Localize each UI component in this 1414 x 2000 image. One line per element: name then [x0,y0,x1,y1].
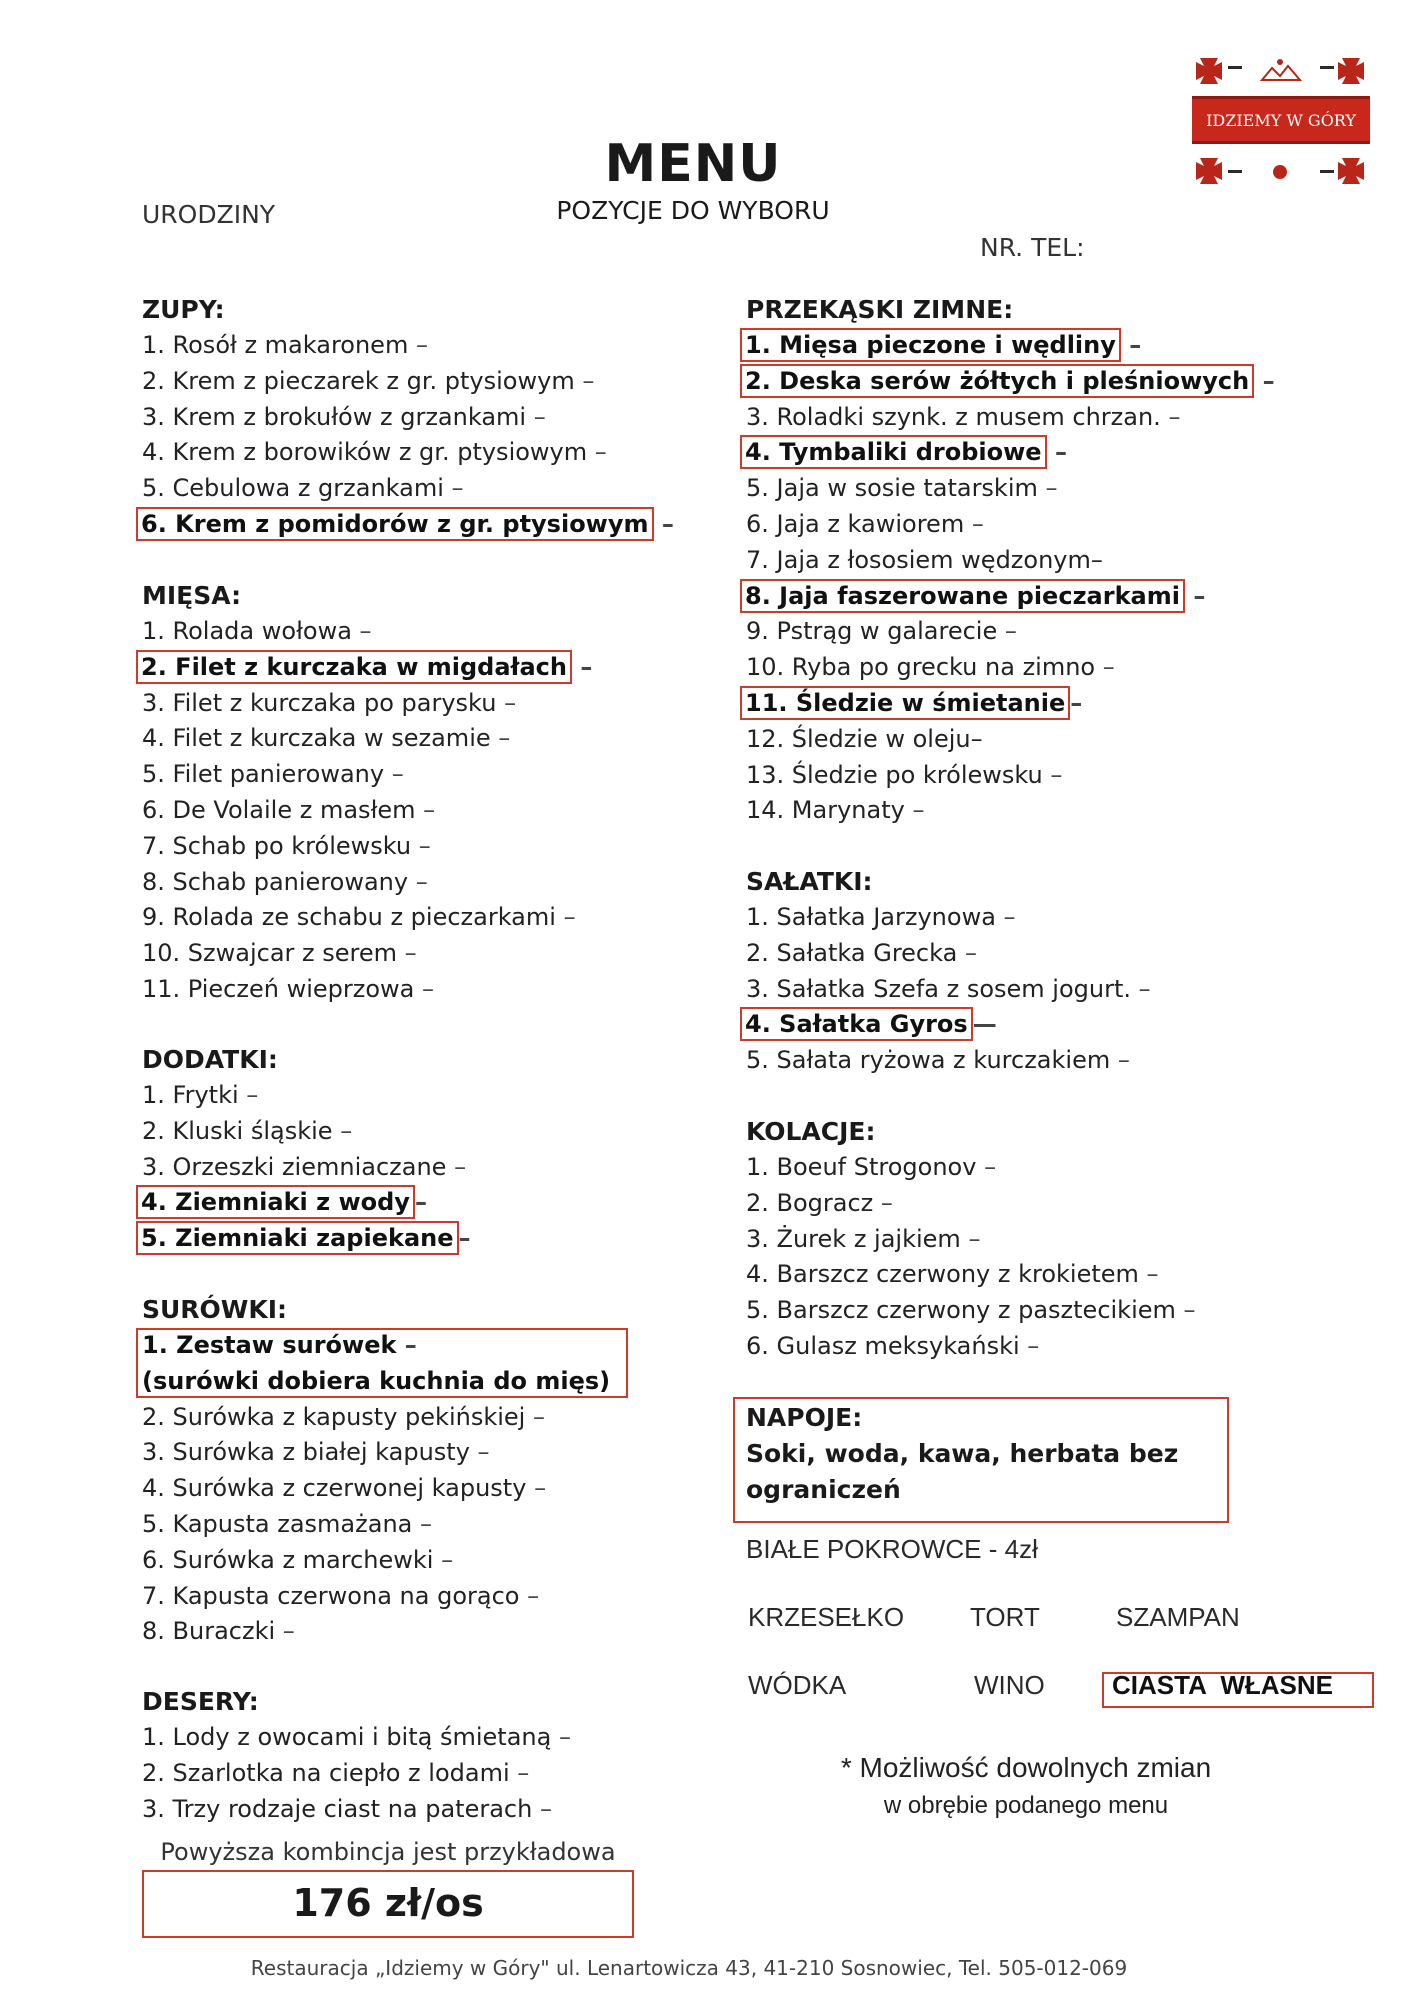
menu-item: 3. Sałatka Szefa z sosem jogurt. – [746,974,1151,1003]
menu-item: 1. Rolada wołowa – [142,617,372,645]
logo-text: IDZIEMY W GÓRY [1206,111,1356,130]
footer-address: Restauracja „Idziemy w Góry" ul. Lenartowicza 43, 41-210 Sosnowiec, Tel. 505-012-069 [250,1956,1128,1980]
selected-menu-item: 2. Filet z kurczaka w migdałach – [142,650,592,686]
selected-menu-item: 5. Ziemniaki zapiekane – [142,1221,471,1257]
napoje-description: Soki, woda, kawa, herbata bez ograniczeń [746,1439,1179,1504]
menu-item: 5. Jaja w sosie tatarskim – [746,474,1058,503]
menu-item: 1. Rosół z makaronem – [142,331,428,359]
section-napoje [746,1400,1216,1508]
menu-item: 14. Marynaty – [746,796,925,825]
section-title-dodatki: DODATKI: [142,1045,278,1074]
menu-item: 7. Kapusta czerwona na gorąco – [142,1581,540,1610]
example-note: Powyższa kombincja jest przykładowa [160,1838,616,1866]
menu-item: 6. Surówka z marchewki – [142,1545,454,1574]
menu-item: 1. Zestaw surówek – [142,1331,417,1359]
menu-item: 13. Śledzie po królewsku – [746,760,1063,789]
menu-item: 3. Trzy rodzaje ciast na paterach – [142,1794,552,1823]
selected-menu-item [142,1328,610,1400]
extra-tort: TORT [970,1602,1040,1632]
menu-item: 12. Śledzie w oleju– [746,724,983,753]
menu-item: 1. Boeuf Strogonov – [746,1153,997,1181]
menu-item: 4. Barszcz czerwony z krokietem – [746,1260,1159,1289]
selected-menu-item: 4. Sałatka Gyros — [746,1007,1151,1043]
section-title-desery: DESERY: [142,1687,259,1716]
page-subtitle: POZYCJE DO WYBORU [556,196,830,225]
menu-item: 10. Szwajcar z serem – [142,939,417,968]
extra-ciasta-wlasne: CIASTA WŁASNE [1112,1670,1333,1700]
menu-item: 5. Barszcz czerwony z pasztecikiem – [746,1296,1196,1325]
section-kolacje [746,1114,1196,1365]
menu-item: 9. Rolada ze schabu z pieczarkami – [142,903,576,932]
selected-menu-item: 6. Krem z pomidorów z gr. ptysiowym – [142,507,674,543]
menu-item: 2. Kluski śląskie – [142,1116,353,1145]
menu-item: 3. Orzeszki ziemniaczane – [142,1152,467,1181]
menu-item: 4. Krem z borowików z gr. ptysiowym – [142,438,607,467]
menu-item: 3. Surówka z białej kapusty – [142,1438,490,1467]
menu-item: 10. Ryba po grecku na zimno – [746,653,1115,682]
menu-item: 2. Krem z pieczarek z gr. ptysiowym – [142,366,595,395]
extra-wodka: WÓDKA [748,1670,847,1700]
menu-item: 5. Sałata ryżowa z kurczakiem – [746,1046,1130,1075]
section-surowki [142,1292,610,1650]
menu-item: 6. Jaja z kawiorem – [746,509,984,538]
menu-item: 5. Cebulowa z grzankami – [142,474,464,503]
menu-item: 8. Schab panierowany – [142,867,428,896]
menu-item: 7. Jaja z łososiem wędzonym– [746,545,1103,574]
page-title: MENU [604,134,782,194]
extra-krzeselko: KRZESEŁKO [748,1602,905,1632]
section-title-kolacje: KOLACJE: [746,1117,876,1146]
selected-menu-item: 1. Mięsa pieczone i wędliny – [746,328,1275,364]
section-zupy [142,292,674,543]
extra-wino: WINO [974,1670,1045,1700]
menu-item: 3. Roladki szynk. z musem chrzan. – [746,402,1181,431]
menu-item: 5. Kapusta zasmażana – [142,1509,433,1538]
section-dodatki [142,1042,471,1257]
menu-item: 2. Bogracz – [746,1188,893,1217]
menu-item: 4. Surówka z czerwonej kapusty – [142,1474,547,1503]
menu-item: 9. Pstrąg w galarecie – [746,617,1017,646]
menu-item: 6. Gulasz meksykański – [746,1331,1040,1360]
section-title-surowki: SURÓWKI: [142,1295,288,1324]
selected-menu-item: 4. Tymbaliki drobiowe – [746,435,1275,471]
occasion-label: URODZINY [142,200,276,229]
menu-item: 1. Sałatka Jarzynowa – [746,903,1016,931]
selected-menu-item: 8. Jaja faszerowane pieczarkami – [746,579,1275,615]
menu-item: 2. Sałatka Grecka – [746,938,977,967]
menu-item: 1. Lody z owocami i bitą śmietaną – [142,1723,571,1751]
section-title-miesa: MIĘSA: [142,581,242,610]
note-line-1: * Możliwość dowolnych zmian [840,1752,1212,1783]
selection-box [136,1328,628,1398]
price-value: 176 zł/os [292,1881,484,1925]
menu-item: 3. Filet z kurczaka po parysku – [142,688,517,717]
note-line-2: w obrębie podanego menu [883,1792,1169,1819]
menu-item: 2. Szarlotka na ciepło z lodami – [142,1758,530,1787]
menu-item: 2. Surówka z kapusty pekińskiej – [142,1402,545,1431]
menu-item: 1. Frytki – [142,1081,259,1109]
extra-szampan: SZAMPAN [1116,1602,1240,1632]
menu-item-note: (surówki dobiera kuchnia do mięs) [142,1366,611,1395]
menu-item: 8. Buraczki – [142,1617,295,1646]
menu-item: 6. De Volaile z masłem – [142,795,436,824]
menu-item: 4. Filet z kurczaka w sezamie – [142,724,511,753]
section-title-napoje: NAPOJE: [746,1403,863,1432]
selected-menu-item: 2. Deska serów żółtych i pleśniowych – [746,364,1275,400]
phone-label: NR. TEL: [980,233,1085,262]
section-salatki [746,864,1151,1079]
menu-item: 11. Pieczeń wieprzowa – [142,974,434,1003]
section-title-przekaski: PRZEKĄSKI ZIMNE: [746,295,1014,324]
section-przekaski [746,292,1275,829]
menu-item: 7. Schab po królewsku – [142,831,431,860]
section-miesa [142,578,592,1008]
section-title-zupy: ZUPY: [142,295,225,324]
menu-item: 3. Żurek z jajkiem – [746,1224,981,1253]
covers-label: BIAŁE POKROWCE - 4zł [746,1534,1038,1564]
selected-menu-item: 4. Ziemniaki z wody – [142,1185,471,1221]
menu-item: 3. Krem z brokułów z grzankami – [142,402,546,431]
selected-menu-item: 11. Śledzie w śmietanie – [746,686,1275,722]
section-title-salatki: SAŁATKI: [746,867,873,896]
section-desery [142,1684,571,1827]
menu-item: 5. Filet panierowany – [142,760,404,789]
